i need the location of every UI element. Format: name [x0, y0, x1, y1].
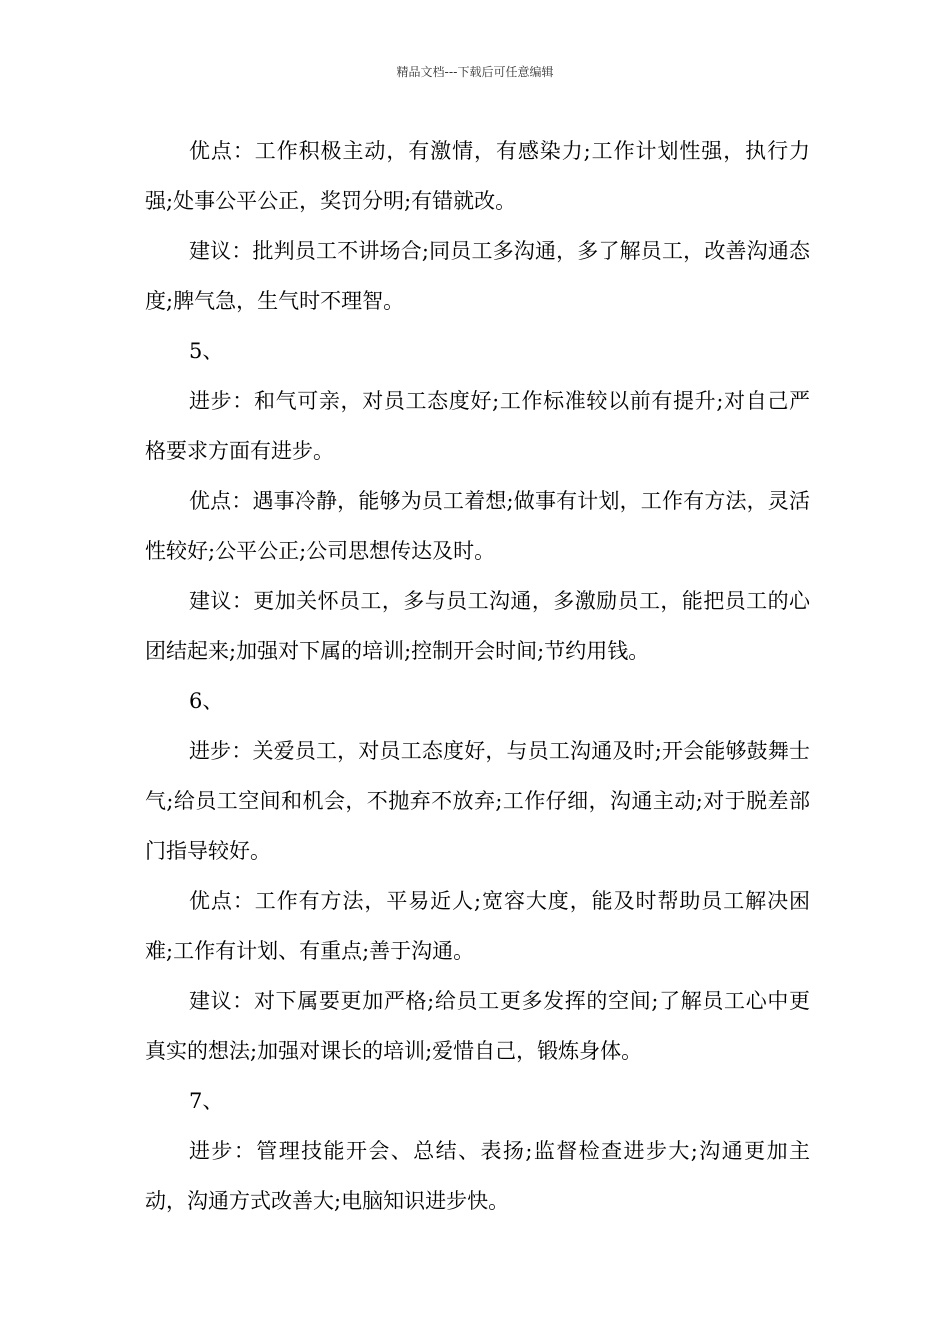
- paragraph-suggestions-5: 建议：更加关怀员工，多与员工沟通，多激励员工，能把员工的心团结起来;加强对下属的培训;控制开会时间;节约用钱。: [145, 589, 810, 663]
- paragraph-advantages-4: 优点：工作积极主动，有激情，有感染力;工作计划性强，执行力强;处事公平公正，奖罚分明;有错就改。: [145, 139, 810, 213]
- page-header: 精品文档---下载后可任意编辑: [396, 65, 554, 79]
- paragraph-progress-5: 进步：和气可亲，对员工态度好;工作标准较以前有提升;对自己严格要求方面有进步。: [145, 389, 810, 463]
- section-number-5: 5、: [189, 339, 224, 363]
- paragraph-advantages-5: 优点：遇事冷静，能够为员工着想;做事有计划，工作有方法，灵活性较好;公平公正;公司思想传达及时。: [145, 489, 810, 563]
- paragraph-progress-7: 进步：管理技能开会、总结、表扬;监督检查进步大;沟通更加主动，沟通方式改善大;电脑知识进步快。: [145, 1139, 810, 1213]
- document-body: [145, 126, 810, 1226]
- section-number-6: 6、: [189, 689, 224, 713]
- paragraph-suggestions-6: 建议：对下属要更加严格;给员工更多发挥的空间;了解员工心中更真实的想法;加强对课长的培训;爱惜自己，锻炼身体。: [145, 989, 810, 1063]
- paragraph-suggestions-4: 建议：批判员工不讲场合;同员工多沟通，多了解员工，改善沟通态度;脾气急，生气时不理智。: [145, 239, 810, 313]
- paragraph-progress-6: 进步：关爱员工，对员工态度好，与员工沟通及时;开会能够鼓舞士气;给员工空间和机会，不抛弃不放弃;工作仔细，沟通主动;对于脱差部门指导较好。: [145, 739, 810, 863]
- section-number-7: 7、: [189, 1089, 224, 1113]
- paragraph-advantages-6: 优点：工作有方法，平易近人;宽容大度，能及时帮助员工解决困难;工作有计划、有重点;善于沟通。: [145, 889, 810, 963]
